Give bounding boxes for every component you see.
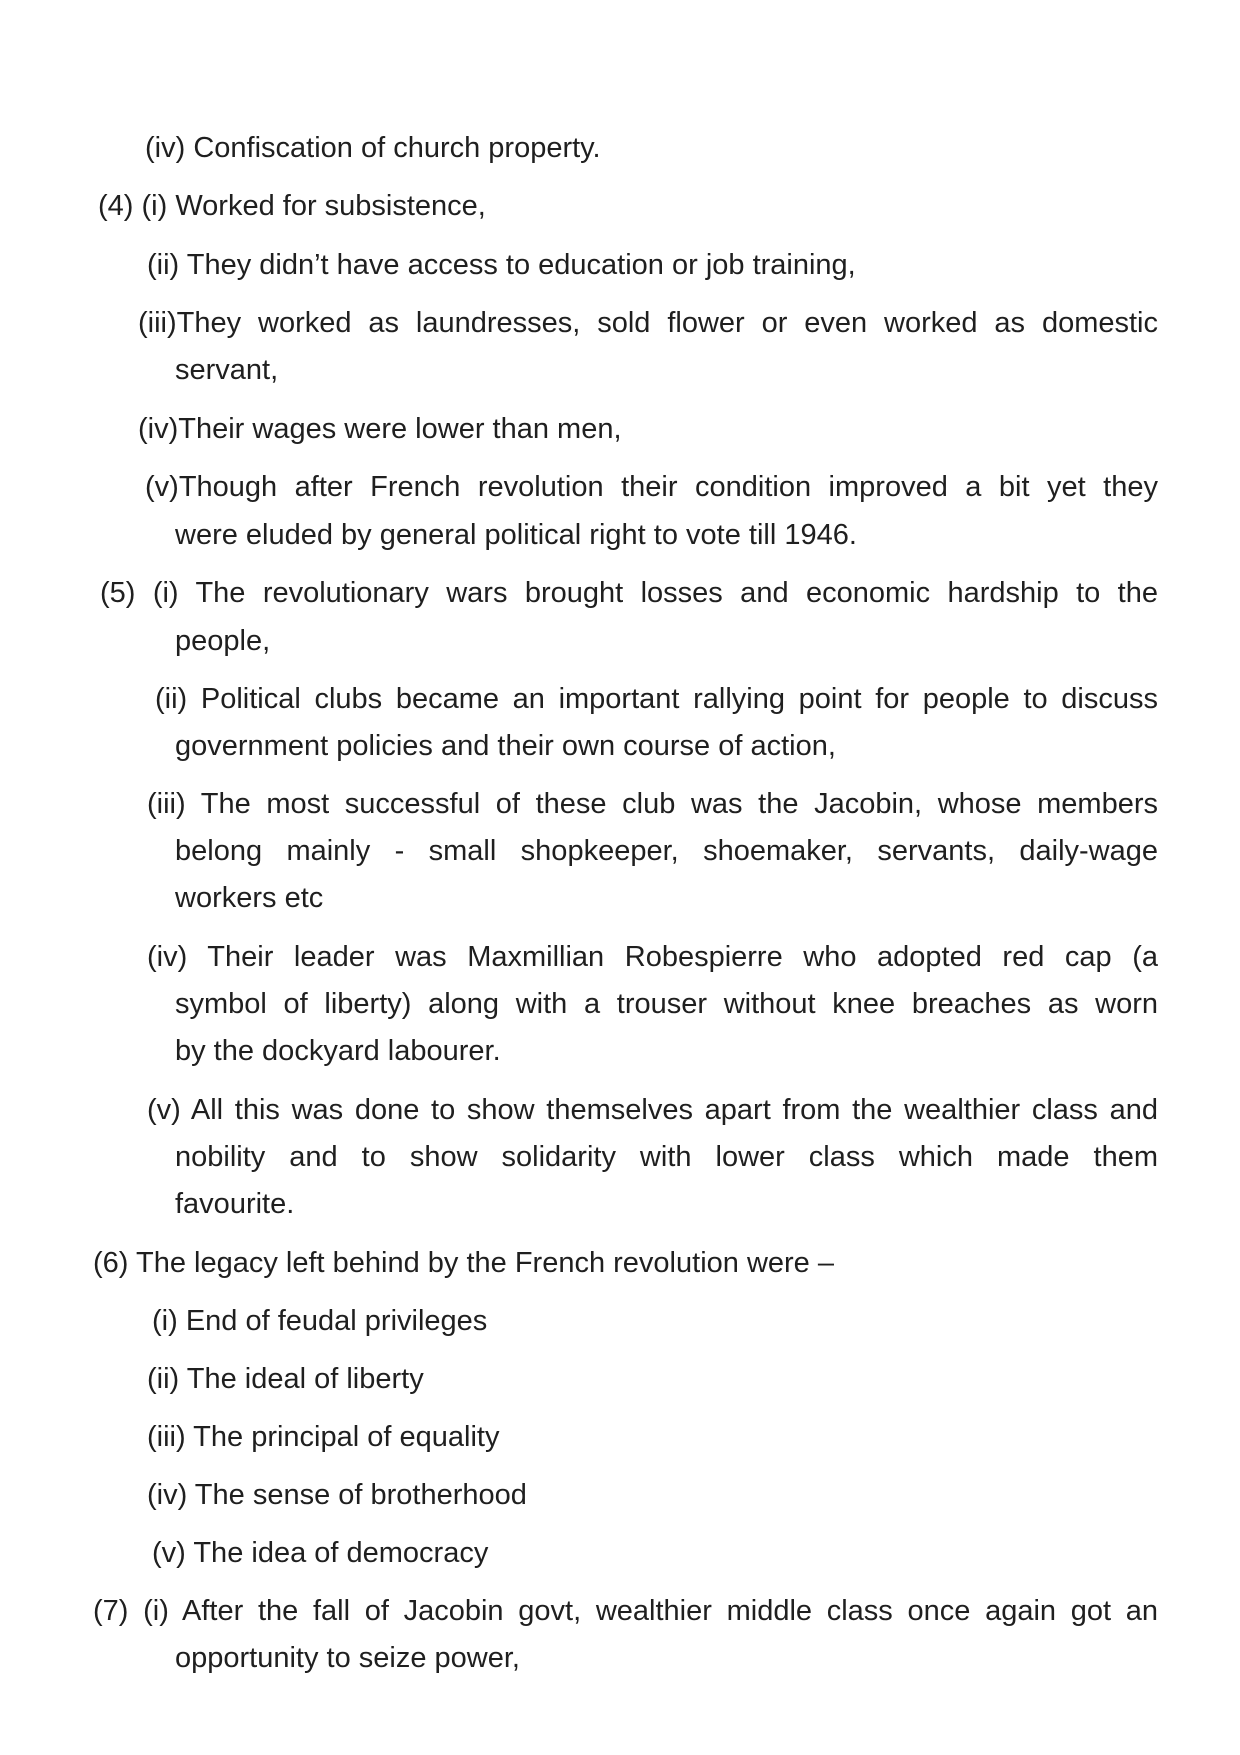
text-line: (5) (i) The revolutionary wars brought losses and economic hardship to the [100,577,1158,609]
text-line: (4) (i) Worked for subsistence, [98,190,486,222]
text-line: were eluded by general political right to vote till 1946. [175,519,857,551]
text-line: nobility and to show solidarity with lower class which made them [175,1141,1158,1173]
text-line: (iv) Confiscation of church property. [145,132,601,164]
text-line: (v) All this was done to show themselves apart from the wealthier class and [147,1094,1158,1126]
text-line: (iv) Their leader was Maxmillian Robespierre who adopted red cap (a [147,941,1158,973]
text-line: symbol of liberty) along with a trouser without knee breaches as worn [175,988,1158,1020]
text-line: servant, [175,354,279,386]
text-line: people, [175,625,271,657]
text-line: (iii) The principal of equality [147,1421,500,1453]
text-line: (ii) Political clubs became an important rallying point for people to discuss [155,683,1158,715]
text-line: (ii) The ideal of liberty [147,1363,424,1395]
text-line: (ii) They didn’t have access to education or job training, [147,249,856,281]
text-line: (v) The idea of democracy [152,1537,489,1569]
text-line: (iii)They worked as laundresses, sold flower or even worked as domestic [138,307,1158,339]
text-line: (iv) The sense of brotherhood [147,1479,527,1511]
text-line: workers etc [175,882,324,914]
text-line: favourite. [175,1188,295,1220]
text-line: government policies and their own course of action, [175,730,836,762]
text-line: (v)Though after French revolution their condition improved a bit yet they [145,471,1158,503]
text-line: belong mainly - small shopkeeper, shoemaker, servants, daily-wage [175,835,1158,867]
text-line: by the dockyard labourer. [175,1035,501,1067]
text-line: opportunity to seize power, [175,1642,520,1674]
text-line: (i) End of feudal privileges [152,1305,488,1337]
text-line: (iii) The most successful of these club was the Jacobin, whose members [147,788,1158,820]
text-line: (7) (i) After the fall of Jacobin govt, wealthier middle class once again got an [93,1595,1158,1627]
text-line: (6) The legacy left behind by the French revolution were – [93,1247,834,1279]
text-line: (iv)Their wages were lower than men, [138,413,622,445]
